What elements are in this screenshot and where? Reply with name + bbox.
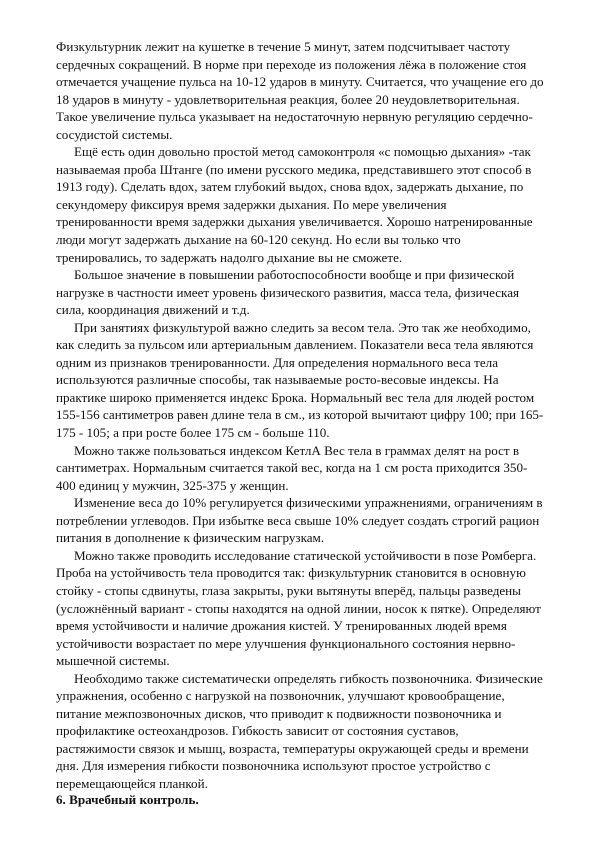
text-line: дня. Для измерения гибкости позвоночника используют простое устройство с xyxy=(56,758,491,774)
text-line: устойчивости возрастает по мере улучшения функционального состояния нервно- xyxy=(56,635,516,651)
text-line: как следить за пульсом или артериальным давлением. Показатели веса тела являются xyxy=(56,337,534,353)
paragraph-stange-test xyxy=(56,143,544,266)
document-body xyxy=(56,38,544,793)
text-line: сердечных сокращений. В норме при переходе из положения лёжа в положение стоя xyxy=(56,56,527,72)
text-line: сосудистой системы. xyxy=(56,126,173,142)
text-line: Можно также пользоваться индексом КетлА Вес тела в граммах делят на рост в xyxy=(74,442,520,458)
text-line: 1913 году). Сделать вдох, затем глубокий выдох, снова вдох, задержать дыхание, по xyxy=(56,179,524,195)
text-line: отмечается учащение пульса на 10-12 ударов в минуту. Считается, что учащение его до xyxy=(56,74,544,90)
text-line: называемая проба Штанге (по имени русского медика, представившего этот способ в xyxy=(56,161,532,177)
text-line: сила, координация движений и т.д. xyxy=(56,302,250,318)
text-line: время устойчивости и наличие дрожания кистей. У тренированных людей время xyxy=(56,618,507,634)
text-line: Можно также проводить исследование статической устойчивости в позе Ромберга. xyxy=(74,547,537,563)
text-line: секундомеру фиксируя время задержки дыхания. По мере увеличения xyxy=(56,196,447,212)
text-line: потреблении углеводов. При избытке веса свыше 10% следует создать строгий рацион xyxy=(56,512,540,528)
text-line: (усложнённый вариант - стопы находятся на одной линии, носок к пятке). Определяют xyxy=(56,600,541,616)
text-line: Физкультурник лежит на кушетке в течение 5 минут, затем подсчитывает частоту xyxy=(56,39,511,54)
text-line: Ещё есть один довольно простой метод самоконтроля «с помощью дыхания» -так xyxy=(74,144,531,160)
paragraph-body-weight xyxy=(56,319,544,442)
text-line: тренированности время задержки дыхания увеличивается. Хорошо натренированные xyxy=(56,214,533,230)
text-line: мышечной системы. xyxy=(56,653,170,669)
text-line: При занятиях физкультурой важно следить за весом тела. Это так же необходимо, xyxy=(74,319,531,335)
paragraph-weight-change xyxy=(56,494,544,547)
text-line: 175 - 105; а при росте более 175 см - больше 110. xyxy=(56,425,330,441)
text-line: Такое увеличение пульса указывает на недостаточную нервную регуляцию сердечно- xyxy=(56,109,533,125)
text-line: перемещающейся планкой. xyxy=(56,775,208,791)
paragraph-orthostatic-test xyxy=(56,38,544,143)
text-line: 400 единиц у мужчин, 325-375 у женщин. xyxy=(56,477,289,493)
text-line: Большое значение в повышении работоспособности вообще и при физической xyxy=(74,267,515,283)
paragraph-quetelet-index xyxy=(56,442,544,495)
text-line: профилактике остеохандрозов. Гибкость зависит от состояния суставов, xyxy=(56,723,459,739)
paragraph-physical-development xyxy=(56,266,544,319)
text-line: Проба на устойчивость тела проводится так: физкультурник становится в основную xyxy=(56,565,526,581)
text-line: 155-156 сантиметров равен длине тела в см., из которой вычитают цифру 100; при 165- xyxy=(56,407,544,423)
text-line: растяжимости связок и мышц, возраста, температуры окружающей среды и времени xyxy=(56,740,529,756)
text-line: стойку - стопы сдвинуты, глаза закрыты, руки вытянуты вперёд, пальцы разведены xyxy=(56,582,521,598)
text-line: Изменение веса до 10% регулируется физическими упражнениями, ограничениям в xyxy=(74,495,543,511)
text-line: сантиметрах. Нормальным считается такой вес, когда на 1 см роста приходится 350- xyxy=(56,460,528,476)
text-line: одним из признаков тренированности. Для определения нормального веса тела xyxy=(56,354,499,370)
text-line: люди могут задержать дыхание на 60-120 секунд. Но если вы только что xyxy=(56,232,461,248)
text-line: практике широко применяется индекс Брока. Нормальный вес тела для людей ростом xyxy=(56,389,535,405)
text-line: упражнения, особенно с нагрузкой на позвоночник, улучшают кровообращение, xyxy=(56,688,505,704)
paragraph-spine-flexibility xyxy=(56,670,544,793)
text-line: используются различные способы, так называемые росто-весовые индексы. На xyxy=(56,372,499,388)
text-line: Необходимо также систематически определять гибкость позвоночника. Физические xyxy=(74,670,543,686)
section-heading: 6. Врачебный контроль. xyxy=(56,792,199,807)
text-line: 18 ударов в минуту - удовлетворительная реакция, более 20 неудовлетворительная. xyxy=(56,91,520,107)
text-line: питание межпозвоночных дисков, что приводит к подвижности позвоночника и xyxy=(56,705,502,721)
text-line: тренировались, то задержать надолго дыхание вы не сможете. xyxy=(56,249,403,265)
text-line: нагрузке в частности имеет уровень физического развития, масса тела, физическая xyxy=(56,284,520,300)
paragraph-romberg-test xyxy=(56,547,544,670)
text-line: питания в дополнение к физическим нагрузкам. xyxy=(56,530,325,546)
